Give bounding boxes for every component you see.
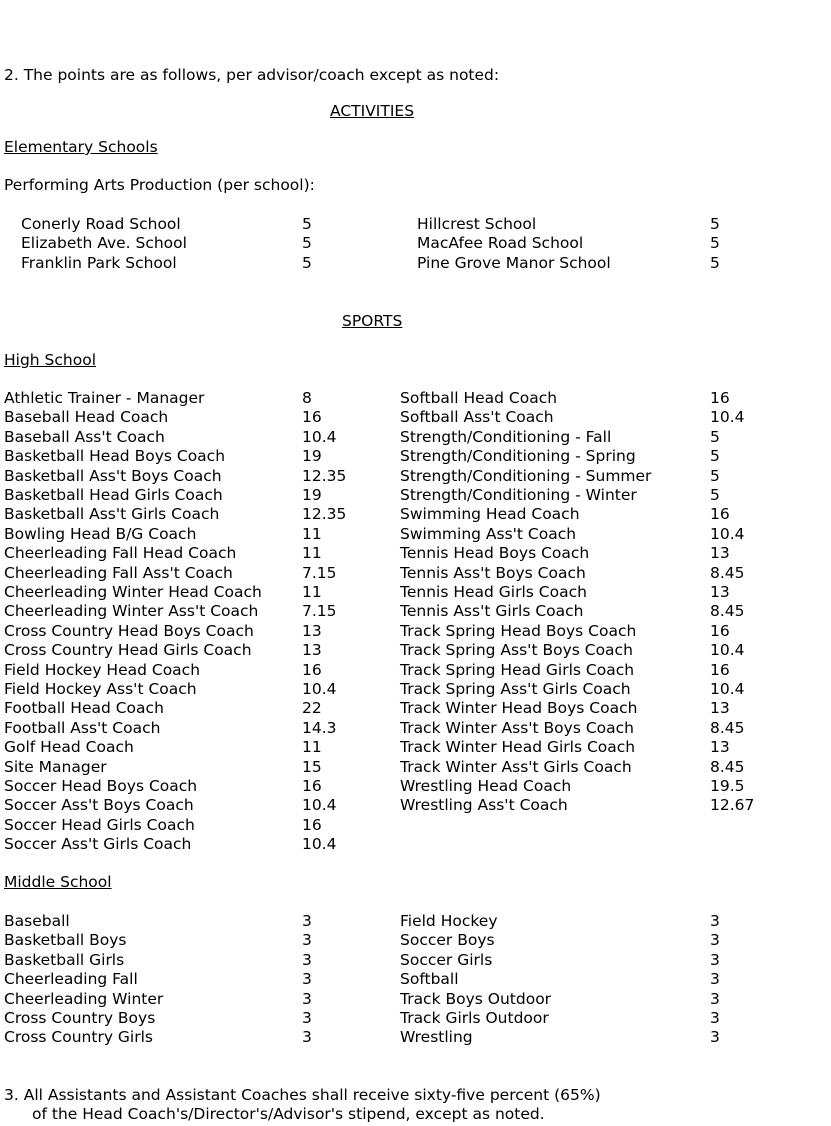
middle-school-position-row	[0, 1028, 831, 1047]
high-school-position-points: 16	[710, 505, 730, 524]
high-school-position-name: Baseball Head Coach	[4, 408, 169, 427]
high-school-position-row	[0, 447, 831, 466]
high-school-position-name: Track Winter Ass't Boys Coach	[400, 718, 634, 737]
high-school-position-points: 11	[302, 524, 322, 543]
high-school-position-points: 14.3	[302, 718, 337, 737]
high-school-position-name: Soccer Head Boys Coach	[4, 777, 198, 795]
middle-school-position-points: 3	[710, 1009, 720, 1027]
middle-school-position-name: Basketball Girls	[4, 950, 125, 969]
high-school-position-row	[0, 544, 831, 563]
high-school-position-name: Swimming Head Coach	[400, 505, 580, 524]
activity-name: Pine Grove Manor School	[417, 253, 611, 272]
middle-school-position-points: 3	[302, 1009, 312, 1027]
activity-name: Hillcrest School	[417, 215, 537, 233]
high-school-position-points: 8.45	[710, 563, 745, 582]
high-school-position-points: 19.5	[710, 777, 745, 795]
middle-school-position-name: Wrestling	[400, 1028, 473, 1047]
high-school-position-name: Baseball Ass't Coach	[4, 427, 165, 446]
high-school-position-name: Football Ass't Coach	[4, 718, 161, 737]
high-school-position-row	[0, 661, 831, 680]
high-school-position-points: 10.4	[302, 835, 337, 854]
high-school-position-name: Track Winter Head Boys Coach	[400, 699, 638, 718]
high-school-position-points: 8	[302, 389, 312, 407]
activity-name: MacAfee Road School	[417, 234, 584, 253]
high-school-position-name: Tennis Ass't Girls Coach	[400, 602, 584, 621]
high-school-position-row	[0, 486, 831, 505]
middle-school-position-name: Basketball Boys	[4, 931, 127, 950]
high-school-position-points: 10.4	[710, 408, 745, 427]
high-school-position-name: Track Spring Ass't Boys Coach	[400, 641, 633, 660]
high-school-position-row	[0, 428, 831, 447]
high-school-position-points: 5	[710, 466, 720, 485]
high-school-position-name: Strength/Conditioning - Summer	[400, 466, 652, 485]
high-school-position-points: 7.15	[302, 563, 337, 582]
high-school-position-points: 16	[710, 660, 730, 679]
high-school-position-name: Basketball Ass't Girls Coach	[4, 505, 220, 524]
high-school-position-row	[0, 816, 831, 835]
high-school-position-points: 16	[302, 777, 322, 795]
high-school-position-name: Soccer Ass't Girls Coach	[4, 835, 192, 854]
high-school-position-row	[0, 408, 831, 427]
high-school-position-points: 11	[302, 738, 322, 757]
high-school-position-points: 8.45	[710, 602, 745, 621]
high-school-position-name: Wrestling Ass't Coach	[400, 796, 568, 815]
high-school-position-points: 5	[710, 427, 720, 446]
high-school-position-points: 11	[302, 544, 322, 563]
high-school-position-name: Field Hockey Head Coach	[4, 660, 201, 679]
high-school-position-row	[0, 389, 831, 408]
high-school-position-points: 10.4	[710, 524, 745, 543]
activity-points: 5	[710, 215, 720, 233]
middle-school-position-name: Cross Country Girls	[4, 1028, 153, 1047]
elementary-schools-subheading: Elementary Schools	[4, 138, 158, 156]
middle-school-position-points: 3	[302, 950, 312, 969]
activity-points: 5	[302, 234, 312, 253]
high-school-position-name: Wrestling Head Coach	[400, 777, 572, 795]
high-school-position-points: 10.4	[302, 427, 337, 446]
high-school-position-row	[0, 680, 831, 699]
activity-name: Franklin Park School	[21, 253, 177, 272]
intro-paragraph: 2. The points are as follows, per advisor/coach except as noted:	[4, 66, 500, 84]
middle-school-position-points: 3	[302, 1028, 312, 1047]
footer-paragraph-line-2: of the Head Coach's/Director's/Advisor's stipend, except as noted.	[32, 1105, 545, 1123]
high-school-position-points: 16	[302, 660, 322, 679]
high-school-position-row	[0, 467, 831, 486]
high-school-position-name: Strength/Conditioning - Spring	[400, 447, 636, 466]
activity-name: Conerly Road School	[21, 215, 181, 233]
high-school-position-name: Track Winter Head Girls Coach	[400, 738, 636, 757]
high-school-position-points: 10.4	[302, 796, 337, 815]
high-school-position-row	[0, 758, 831, 777]
high-school-position-row	[0, 796, 831, 815]
high-school-position-points: 13	[710, 699, 730, 718]
high-school-subheading: High School	[4, 351, 97, 369]
high-school-position-row	[0, 738, 831, 757]
high-school-position-name: Cross Country Head Girls Coach	[4, 641, 252, 660]
middle-school-position-name: Soccer Boys	[400, 931, 495, 950]
high-school-position-points: 16	[710, 389, 730, 407]
middle-school-position-points: 3	[302, 931, 312, 950]
high-school-position-name: Tennis Ass't Boys Coach	[400, 563, 586, 582]
middle-school-position-points: 3	[302, 970, 312, 989]
high-school-position-points: 12.67	[710, 796, 755, 815]
high-school-position-name: Soccer Head Girls Coach	[4, 815, 195, 834]
high-school-position-name: Field Hockey Ass't Coach	[4, 680, 197, 698]
high-school-position-points: 10.4	[710, 641, 745, 660]
high-school-position-name: Football Head Coach	[4, 699, 164, 718]
high-school-position-name: Tennis Head Girls Coach	[400, 583, 587, 601]
sports-heading: SPORTS	[342, 312, 403, 330]
middle-school-position-points: 3	[710, 931, 720, 950]
high-school-position-points: 22	[302, 699, 322, 718]
high-school-position-name: Softball Ass't Coach	[400, 408, 554, 427]
footer-paragraph-line-1: 3. All Assistants and Assistant Coaches shall receive sixty-five percent (65%)	[4, 1086, 601, 1104]
middle-school-position-name: Cheerleading Winter	[4, 989, 164, 1008]
high-school-position-row	[0, 835, 831, 854]
middle-school-position-points: 3	[710, 912, 720, 930]
high-school-position-name: Tennis Head Boys Coach	[400, 544, 590, 563]
high-school-position-points: 13	[710, 738, 730, 757]
high-school-position-points: 15	[302, 757, 322, 776]
high-school-position-name: Basketball Ass't Boys Coach	[4, 466, 222, 485]
middle-school-position-row	[0, 970, 831, 989]
high-school-position-name: Cheerleading Winter Head Coach	[4, 583, 262, 601]
high-school-position-points: 19	[302, 447, 322, 466]
middle-school-position-points: 3	[302, 989, 312, 1008]
high-school-position-points: 11	[302, 583, 322, 601]
high-school-position-name: Strength/Conditioning - Fall	[400, 427, 612, 446]
middle-school-position-points: 3	[710, 1028, 720, 1047]
middle-school-position-name: Field Hockey	[400, 912, 498, 930]
high-school-position-row	[0, 525, 831, 544]
high-school-position-name: Cheerleading Fall Ass't Coach	[4, 563, 233, 582]
high-school-position-row	[0, 583, 831, 602]
middle-school-position-points: 3	[710, 950, 720, 969]
high-school-position-name: Basketball Head Boys Coach	[4, 447, 226, 466]
middle-school-position-points: 3	[302, 912, 312, 930]
high-school-position-row	[0, 777, 831, 796]
middle-school-position-row	[0, 912, 831, 931]
high-school-position-points: 16	[302, 815, 322, 834]
middle-school-position-name: Cross Country Boys	[4, 1009, 156, 1027]
high-school-position-points: 13	[302, 641, 322, 660]
high-school-position-name: Cross Country Head Boys Coach	[4, 621, 254, 640]
activities-heading: ACTIVITIES	[330, 102, 415, 120]
high-school-position-name: Track Spring Ass't Girls Coach	[400, 680, 631, 698]
activity-row	[0, 234, 831, 253]
high-school-position-points: 19	[302, 486, 322, 504]
high-school-position-row	[0, 505, 831, 524]
high-school-position-name: Soccer Ass't Boys Coach	[4, 796, 194, 815]
high-school-position-points: 5	[710, 447, 720, 466]
high-school-position-points: 8.45	[710, 757, 745, 776]
high-school-position-row	[0, 719, 831, 738]
high-school-position-name: Site Manager	[4, 757, 107, 776]
high-school-position-points: 10.4	[710, 680, 745, 698]
high-school-position-points: 7.15	[302, 602, 337, 621]
high-school-position-name: Bowling Head B/G Coach	[4, 524, 197, 543]
middle-school-position-row	[0, 931, 831, 950]
performing-arts-label: Performing Arts Production (per school):	[4, 176, 315, 194]
high-school-position-name: Athletic Trainer - Manager	[4, 389, 205, 407]
high-school-position-points: 12.35	[302, 466, 347, 485]
middle-school-position-name: Track Boys Outdoor	[400, 989, 552, 1008]
high-school-position-row	[0, 699, 831, 718]
high-school-position-name: Track Spring Head Girls Coach	[400, 660, 635, 679]
activity-points: 5	[302, 253, 312, 272]
high-school-position-row	[0, 641, 831, 660]
middle-school-position-name: Softball	[400, 970, 459, 989]
high-school-position-row	[0, 564, 831, 583]
middle-school-subheading: Middle School	[4, 873, 112, 891]
high-school-position-points: 5	[710, 486, 720, 504]
high-school-position-name: Track Spring Head Boys Coach	[400, 621, 637, 640]
high-school-position-name: Cheerleading Fall Head Coach	[4, 544, 237, 563]
middle-school-position-row	[0, 990, 831, 1009]
high-school-position-name: Swimming Ass't Coach	[400, 524, 577, 543]
high-school-position-points: 13	[302, 621, 322, 640]
high-school-position-points: 10.4	[302, 680, 337, 698]
high-school-position-points: 16	[710, 621, 730, 640]
middle-school-position-name: Track Girls Outdoor	[400, 1009, 549, 1027]
middle-school-position-points: 3	[710, 989, 720, 1008]
high-school-position-name: Track Winter Ass't Girls Coach	[400, 757, 632, 776]
middle-school-position-row	[0, 1009, 831, 1028]
activity-row	[0, 254, 831, 273]
middle-school-position-points: 3	[710, 970, 720, 989]
high-school-position-points: 16	[302, 408, 322, 427]
activity-points: 5	[710, 253, 720, 272]
high-school-position-row	[0, 602, 831, 621]
high-school-position-points: 13	[710, 583, 730, 601]
high-school-position-name: Golf Head Coach	[4, 738, 134, 757]
high-school-position-points: 12.35	[302, 505, 347, 524]
high-school-position-row	[0, 622, 831, 641]
high-school-position-name: Basketball Head Girls Coach	[4, 486, 223, 504]
high-school-position-points: 13	[710, 544, 730, 563]
activity-name: Elizabeth Ave. School	[21, 234, 187, 253]
high-school-position-name: Strength/Conditioning - Winter	[400, 486, 637, 504]
middle-school-position-name: Baseball	[4, 912, 70, 930]
activity-points: 5	[302, 215, 312, 233]
activity-row	[0, 215, 831, 234]
activity-points: 5	[710, 234, 720, 253]
high-school-position-name: Softball Head Coach	[400, 389, 558, 407]
middle-school-position-name: Soccer Girls	[400, 950, 493, 969]
middle-school-position-row	[0, 951, 831, 970]
high-school-position-points: 8.45	[710, 718, 745, 737]
high-school-position-name: Cheerleading Winter Ass't Coach	[4, 602, 259, 621]
middle-school-position-name: Cheerleading Fall	[4, 970, 138, 989]
